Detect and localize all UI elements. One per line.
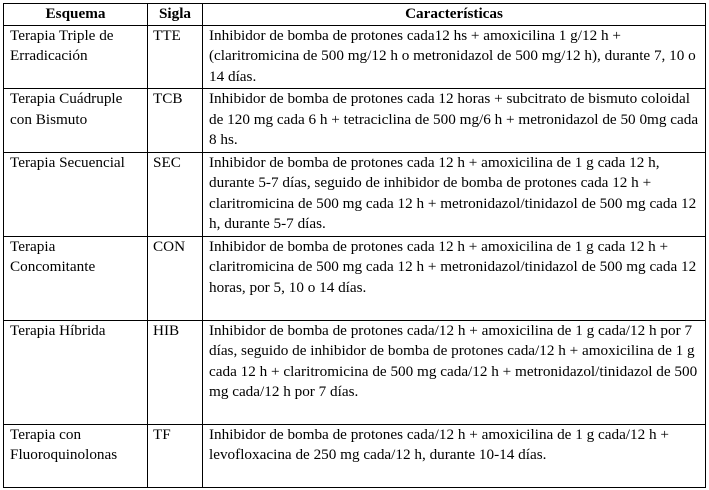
- cell-caracteristicas: Inhibidor de bomba de protones cada/12 h + amoxicilina de 1 g cada/12 h por 7 días, seguido de inhibidor de bomba de protones cada/12 h + amoxicilina de 1 g cada 12 h + claritromicina de 500 mg cada/12 h + metronidazol/tinidazol de 500 mg cada/12 h por 7 días.: [203, 320, 706, 424]
- table-row: [4, 89, 706, 153]
- cell-caracteristicas: Inhibidor de bomba de protones cada/12 h + amoxicilina de 1 g cada/12 h + levofloxacina de 250 mg cada/12 h, durante 10-14 días.: [203, 424, 706, 487]
- header-caracteristicas: Características: [203, 4, 706, 26]
- table-row: [4, 236, 706, 320]
- treatment-schemes-table: [3, 3, 706, 488]
- header-row: [4, 4, 706, 26]
- cell-caracteristicas: Inhibidor de bomba de protones cada 12 horas + subcitrato de bismuto coloidal de 120 mg cada 6 h + tetraciclina de 500 mg/6 h + metronidazol de 50 0mg cada 8 hs.: [203, 89, 706, 153]
- cell-caracteristicas: Inhibidor de bomba de protones cada12 hs + amoxicilina 1 g/12 h + (claritromicina de 500 mg/12 h o metronidazol de 500 mg/12 h), durante 7, 10 o 14 días.: [203, 25, 706, 89]
- cell-esquema: Terapia Cuádruple con Bismuto: [4, 89, 148, 153]
- cell-sigla: CON: [148, 236, 203, 320]
- table-row: [4, 424, 706, 487]
- table-row: [4, 25, 706, 89]
- cell-sigla: TTE: [148, 25, 203, 89]
- header-esquema: Esquema: [4, 4, 148, 26]
- cell-esquema: Terapia Híbrida: [4, 320, 148, 424]
- table-row: [4, 152, 706, 236]
- cell-esquema: Terapia Secuencial: [4, 152, 148, 236]
- cell-sigla: HIB: [148, 320, 203, 424]
- cell-caracteristicas: Inhibidor de bomba de protones cada 12 h + amoxicilina de 1 g cada 12 h, durante 5-7 días, seguido de inhibidor de bomba de protones cada 12 h + claritromicina de 500 mg cada 12 h + metronidazol/tinidazol de 500 mg cada 12 h, durante 5-7 días.: [203, 152, 706, 236]
- cell-sigla: SEC: [148, 152, 203, 236]
- header-sigla: Sigla: [148, 4, 203, 26]
- cell-esquema: Terapia Concomitante: [4, 236, 148, 320]
- table-row: [4, 320, 706, 424]
- cell-caracteristicas: Inhibidor de bomba de protones cada 12 h + amoxicilina de 1 g cada 12 h + claritromicina de 500 mg cada 12 h + metronidazol/tinidazol de 500 mg cada 12 horas, por 5, 10 o 14 días.: [203, 236, 706, 320]
- cell-esquema: Terapia Triple de Erradicación: [4, 25, 148, 89]
- cell-esquema: Terapia con Fluoroquinolonas: [4, 424, 148, 487]
- cell-sigla: TF: [148, 424, 203, 487]
- document: [3, 3, 706, 488]
- cell-sigla: TCB: [148, 89, 203, 153]
